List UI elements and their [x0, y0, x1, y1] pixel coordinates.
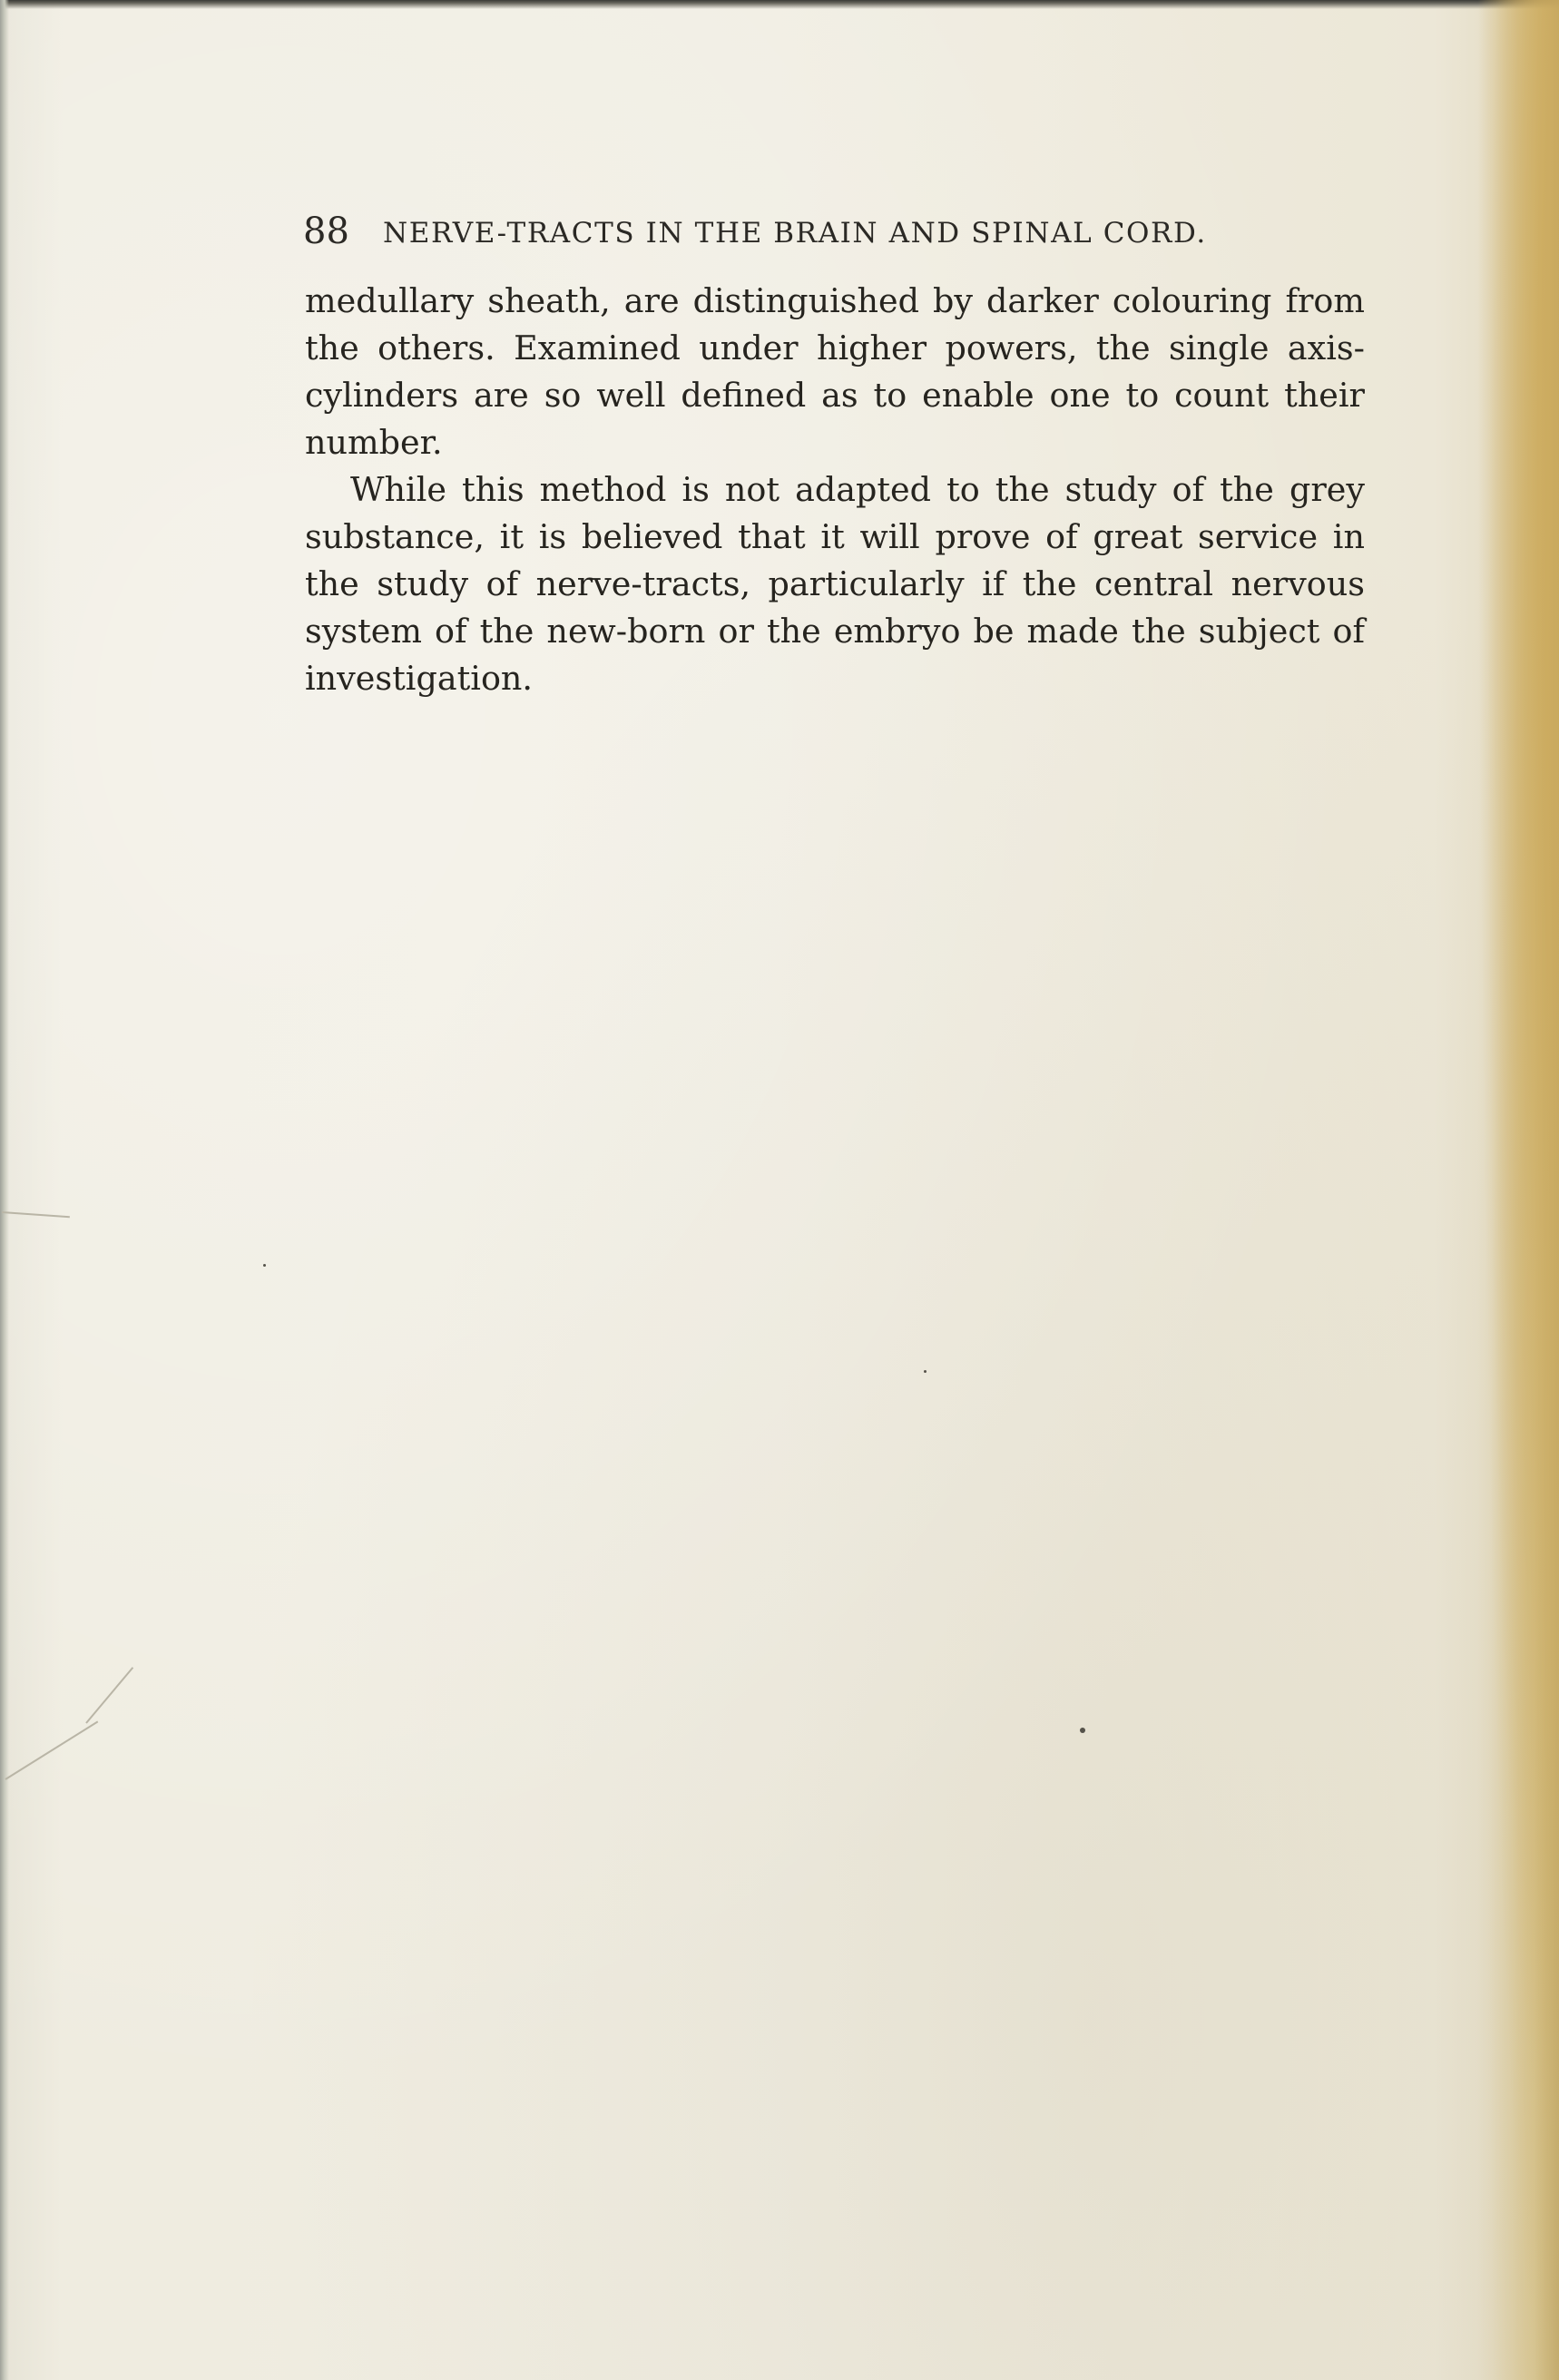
page-tear [5, 1721, 98, 1780]
page-number: 88 [303, 211, 349, 252]
body-text [305, 278, 1365, 702]
running-head [303, 204, 1292, 259]
page-top-edge [0, 0, 1559, 9]
text-line: cylinders are so well defined as to enable one to count their [305, 376, 1365, 415]
ink-speck [263, 1264, 266, 1267]
text-line: investigation. [305, 659, 534, 698]
text-line: the study of nerve-tracts, particularly if the central nervous [305, 564, 1365, 603]
text-line: system of the new-born or the embryo be made the subject of [305, 612, 1365, 651]
text-line: substance, it is believed that it will prove of great service in [305, 517, 1365, 556]
text-line: the others. Examined under higher powers, the single axis- [305, 328, 1365, 367]
page-edge-stain [1477, 0, 1559, 2380]
text-line: medullary sheath, are distinguished by darker colouring from [305, 281, 1365, 320]
text-line: number. [305, 423, 443, 462]
running-head-title: NERVE-TRACTS IN THE BRAIN AND SPINAL CORD. [383, 217, 1207, 250]
page-crease [2, 1211, 70, 1218]
page-tear [85, 1667, 133, 1724]
paragraph [305, 466, 1365, 702]
text-line: While this method is not adapted to the study of the grey [350, 470, 1365, 509]
paragraph [305, 278, 1365, 466]
ink-speck [1080, 1728, 1085, 1733]
ink-speck [924, 1370, 927, 1373]
page-left-edge [0, 0, 9, 2380]
